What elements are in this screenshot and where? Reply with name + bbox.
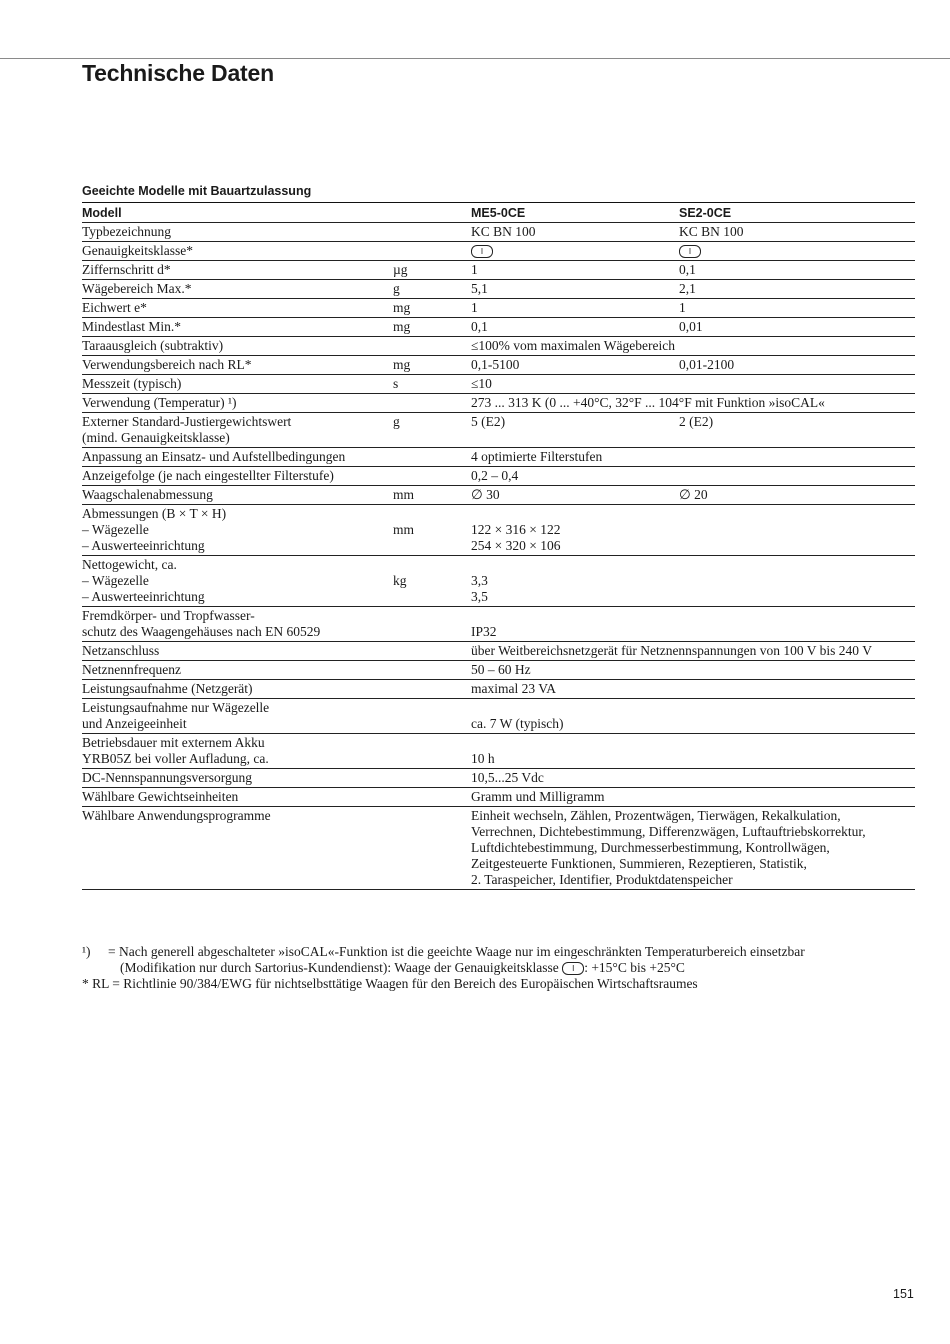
spec-label-line: DC-Nennspannungsversorgung [82,770,252,785]
spec-value-model-1-line: 5 (E2) [471,414,506,429]
spec-value-shared [471,448,915,467]
table-row [82,486,915,505]
spec-value-model-1 [471,242,679,261]
spec-value-model-1 [471,486,679,505]
spec-label [82,699,393,734]
spec-unit [393,280,471,299]
table-row [82,448,915,467]
spec-label-line: schutz des Waagengehäuses nach EN 60529 [82,624,321,639]
spec-value-shared-line [471,735,915,751]
table-row [82,413,915,448]
spec-value-shared [471,788,915,807]
spec-value-model-1 [471,223,679,242]
spec-unit [393,486,471,505]
table-row [82,242,915,261]
spec-value-model-2 [679,242,915,261]
spec-label [82,394,393,413]
spec-value-shared-line [471,557,915,573]
spec-label-line: Leistungsaufnahme (Netzgerät) [82,681,253,696]
spec-label [82,505,393,556]
spec-value-model-2 [679,413,915,448]
spec-value-shared [471,699,915,734]
spec-value-shared-line: ≤100% vom maximalen Wägebereich [471,338,675,353]
table-row [82,394,915,413]
spec-value-shared-line [471,700,915,716]
spec-label-line: Externer Standard-Justiergewichtswert [82,414,292,429]
table-row [82,223,915,242]
spec-value-model-2-line: 2 (E2) [679,414,714,429]
accuracy-class-badge: I [562,962,584,975]
spec-value-model-2-line [679,243,915,259]
spec-unit [393,318,471,337]
spec-value-model-1-line: 5,1 [471,281,488,296]
spec-label [82,680,393,699]
table-row [82,337,915,356]
spec-unit-value: kg [393,573,407,588]
header-unit [393,203,471,223]
table-row [82,642,915,661]
spec-unit [393,413,471,448]
spec-label-line: Wählbare Gewichtseinheiten [82,789,239,804]
spec-value-shared-line: 10,5...25 Vdc [471,770,544,785]
spec-value-model-1 [471,356,679,375]
spec-value-shared-line: ca. 7 W (typisch) [471,716,564,731]
table-row [82,680,915,699]
spec-value-shared-line: Gramm und Milligramm [471,789,605,804]
spec-value-shared-line: 2. Taraspeicher, Identifier, Produktdatenspeicher [471,872,733,887]
spec-label [82,734,393,769]
spec-label [82,769,393,788]
spec-label-line: Netzanschluss [82,643,160,658]
spec-label-line: Wägebereich Max.* [82,281,192,296]
spec-label [82,607,393,642]
spec-value-shared-line: Luftdichtebestimmung, Durchmesserbestimmung, Kontrollwägen, [471,840,830,855]
spec-unit [393,556,471,607]
spec-label [82,661,393,680]
spec-unit [393,337,471,356]
table-row [82,699,915,734]
spec-label-line: YRB05Z bei voller Aufladung, ca. [82,751,269,766]
spec-label [82,356,393,375]
spec-value-shared-line: 4 optimierte Filterstufen [471,449,603,464]
spec-label [82,642,393,661]
spec-value-model-2 [679,261,915,280]
spec-value-model-2-line: ∅ 20 [679,487,708,502]
spec-label-line: – Auswerteeinrichtung [82,538,205,553]
spec-label-line: Taraausgleich (subtraktiv) [82,338,224,353]
spec-value-shared-line: Einheit wechseln, Zählen, Prozentwägen, Tierwägen, Rekalkulation, [471,808,841,823]
spec-value-shared-line: über Weitbereichsnetzgerät für Netznennspannungen von 100 V bis 240 V [471,643,872,658]
spec-value-shared [471,807,915,890]
spec-value-model-2 [679,223,915,242]
spec-label-line: und Anzeigeeinheit [82,716,187,731]
spec-value-model-1-line: 1 [471,262,478,277]
spacer [393,557,471,573]
table-row [82,556,915,607]
header-model-1: ME5-0CE [471,203,679,223]
spec-label [82,337,393,356]
spec-unit-value: s [393,376,399,391]
spec-unit [393,734,471,769]
table-row [82,788,915,807]
spec-value-shared-line: ≤10 [471,376,492,391]
spec-label-line: Messzeit (typisch) [82,376,182,391]
spec-label-line: Abmessungen (B × T × H) [82,506,227,521]
spec-unit-value: mm [393,522,415,537]
spec-value-model-1 [471,413,679,448]
spec-label [82,448,393,467]
spec-value-model-2 [679,299,915,318]
table-row [82,318,915,337]
spec-value-model-1 [471,318,679,337]
spec-label [82,280,393,299]
spec-value-shared-line: Zeitgesteuerte Funktionen, Summieren, Rezeptieren, Statistik, [471,856,807,871]
footnote-1-continuation [82,960,922,976]
accuracy-class-badge: I [471,245,493,258]
table-row [82,769,915,788]
spec-label-line: Leistungsaufnahme nur Wägezelle [82,700,270,715]
spec-value-shared-line [471,608,915,624]
footnote-1 [82,944,922,960]
spec-value-model-1-line [471,243,679,259]
page-number: 151 [893,1287,914,1301]
spec-label-line: Fremdkörper- und Tropfwasser- [82,608,255,623]
spec-unit [393,299,471,318]
spacer [393,506,471,522]
spec-unit [393,356,471,375]
footnotes [82,944,922,992]
spec-value-model-2 [679,318,915,337]
spec-unit [393,788,471,807]
spec-value-shared-line: 50 – 60 Hz [471,662,531,677]
spec-label-line: – Wägezelle [82,522,149,537]
spec-label-line: (mind. Genauigkeitsklasse) [82,430,230,445]
spec-value-model-1-line: 1 [471,300,478,315]
spec-unit [393,448,471,467]
spec-value-model-1-line: 0,1 [471,319,488,334]
spec-value-shared [471,467,915,486]
spec-value-shared [471,769,915,788]
spec-value-shared [471,642,915,661]
spec-value-model-1-line: KC BN 100 [471,224,536,239]
table-row [82,807,915,890]
spec-unit [393,242,471,261]
table-row [82,661,915,680]
spec-label [82,788,393,807]
footnote-2: * RL = Richtlinie 90/384/EWG für nichtselbsttätige Waagen für den Bereich des Europäischen Wirtschaftsraumes [82,976,698,991]
spec-label-line: Mindestlast Min.* [82,319,182,334]
spec-label-line: Verwendungsbereich nach RL* [82,357,252,372]
table-row [82,505,915,556]
table-row [82,467,915,486]
table-row [82,607,915,642]
footnote-1-mark: ¹) [82,944,91,959]
spec-value-shared [471,375,915,394]
spec-label-line: Ziffernschritt d* [82,262,171,277]
spec-value-model-1-line: ∅ 30 [471,487,500,502]
spec-table-body [82,203,915,890]
spec-value-shared-line: 3,3 [471,573,488,588]
table-row [82,356,915,375]
spec-value-shared [471,505,915,556]
spec-label-line: Typbezeichnung [82,224,172,239]
spec-unit [393,467,471,486]
spec-value-shared-line [471,506,915,522]
spec-unit-value: mm [393,487,415,502]
footnote-1-line2-a: (Modifikation nur durch Sartorius-Kundendienst): Waage der Genauigkeitsklasse [120,960,559,975]
spec-unit-value: µg [393,262,408,277]
spec-value-shared-line: 122 × 316 × 122 [471,522,561,537]
spec-value-model-2-line: KC BN 100 [679,224,744,239]
spec-value-shared-line: maximal 23 VA [471,681,557,696]
spec-value-shared [471,680,915,699]
spec-label [82,413,393,448]
spec-value-shared-line: Verrechnen, Dichtebestimmung, Differenzwägen, Luftauftriebskorrektur, [471,824,866,839]
spec-value-model-2-line: 1 [679,300,686,315]
spec-label-line: Anzeigefolge (je nach eingestellter Filterstufe) [82,468,334,483]
page-title: Technische Daten [82,60,274,86]
spec-label-line: Wählbare Anwendungsprogramme [82,808,271,823]
table-header-row [82,203,915,223]
spec-value-model-1 [471,299,679,318]
table-row [82,299,915,318]
spec-value-shared-line: 0,2 – 0,4 [471,468,519,483]
spec-label-line: Betriebsdauer mit externem Akku [82,735,265,750]
top-rule [0,58,950,59]
spec-value-shared-line: 254 × 320 × 106 [471,538,561,553]
spec-label-line: Anpassung an Einsatz- und Aufstellbedingungen [82,449,346,464]
spec-unit [393,261,471,280]
spec-value-model-2-line: 0,01-2100 [679,357,735,372]
spec-value-model-2-line: 0,1 [679,262,696,277]
spec-label [82,318,393,337]
table-row [82,734,915,769]
spec-label-line: Eichwert e* [82,300,147,315]
spec-label-line: Genauigkeitsklasse* [82,243,193,258]
table-caption: Geeichte Modelle mit Bauartzulassung [82,184,312,198]
footnote-1-text: = Nach generell abgeschalteter »isoCAL«-Funktion ist die geeichte Waage nur im eingeschränkten Temperaturbereich einsetzbar [108,944,805,959]
table-row [82,261,915,280]
spec-value-model-1 [471,280,679,299]
spec-unit-value: g [393,414,400,429]
spec-label-line: Netznennfrequenz [82,662,181,677]
spec-label-line: Nettogewicht, ca. [82,557,177,572]
spec-unit-value: mg [393,319,411,334]
spec-label [82,299,393,318]
spec-value-model-2-line: 0,01 [679,319,703,334]
spec-value-shared-line: 3,5 [471,589,488,604]
header-model-2: SE2-0CE [679,203,915,223]
spec-value-shared-line: 10 h [471,751,495,766]
table-row [82,280,915,299]
spec-value-shared [471,337,915,356]
spec-value-shared [471,394,915,413]
spec-value-shared [471,607,915,642]
spec-label [82,467,393,486]
spec-value-model-2 [679,486,915,505]
spec-unit [393,680,471,699]
spec-value-shared-line: IP32 [471,624,497,639]
spec-value-shared [471,556,915,607]
spec-value-model-1 [471,261,679,280]
spec-unit [393,661,471,680]
spec-label-line: – Wägezelle [82,573,149,588]
spec-value-model-2 [679,356,915,375]
spec-unit-value: mg [393,300,411,315]
spec-label [82,223,393,242]
spec-unit [393,505,471,556]
spec-unit-value: mg [393,357,411,372]
spec-value-model-2-line: 2,1 [679,281,696,296]
spec-unit [393,699,471,734]
spec-label [82,242,393,261]
spec-value-model-1-line: 0,1-5100 [471,357,520,372]
spec-label-line: – Auswerteeinrichtung [82,589,205,604]
spec-value-shared [471,734,915,769]
spec-value-shared-line: 273 ... 313 K (0 ... +40°C, 32°F ... 104°F mit Funktion »isoCAL« [471,395,825,410]
spec-label [82,375,393,394]
header-model-label: Modell [82,203,393,223]
spec-value-model-2 [679,280,915,299]
spec-unit [393,375,471,394]
accuracy-class-badge: I [679,245,701,258]
spec-label-line: Waagschalenabmessung [82,487,213,502]
spec-unit-value: g [393,281,400,296]
spec-label [82,261,393,280]
spec-unit [393,769,471,788]
table-row [82,375,915,394]
spec-unit [393,807,471,890]
spec-value-shared [471,661,915,680]
spec-label-line: Verwendung (Temperatur) ¹) [82,395,237,410]
footnote-1-line2-b: : +15°C bis +25°C [584,960,685,975]
spec-table [82,202,915,890]
spec-label [82,807,393,890]
spec-label [82,556,393,607]
spec-unit [393,607,471,642]
spec-unit [393,642,471,661]
spec-label [82,486,393,505]
spec-unit [393,394,471,413]
spec-unit [393,223,471,242]
